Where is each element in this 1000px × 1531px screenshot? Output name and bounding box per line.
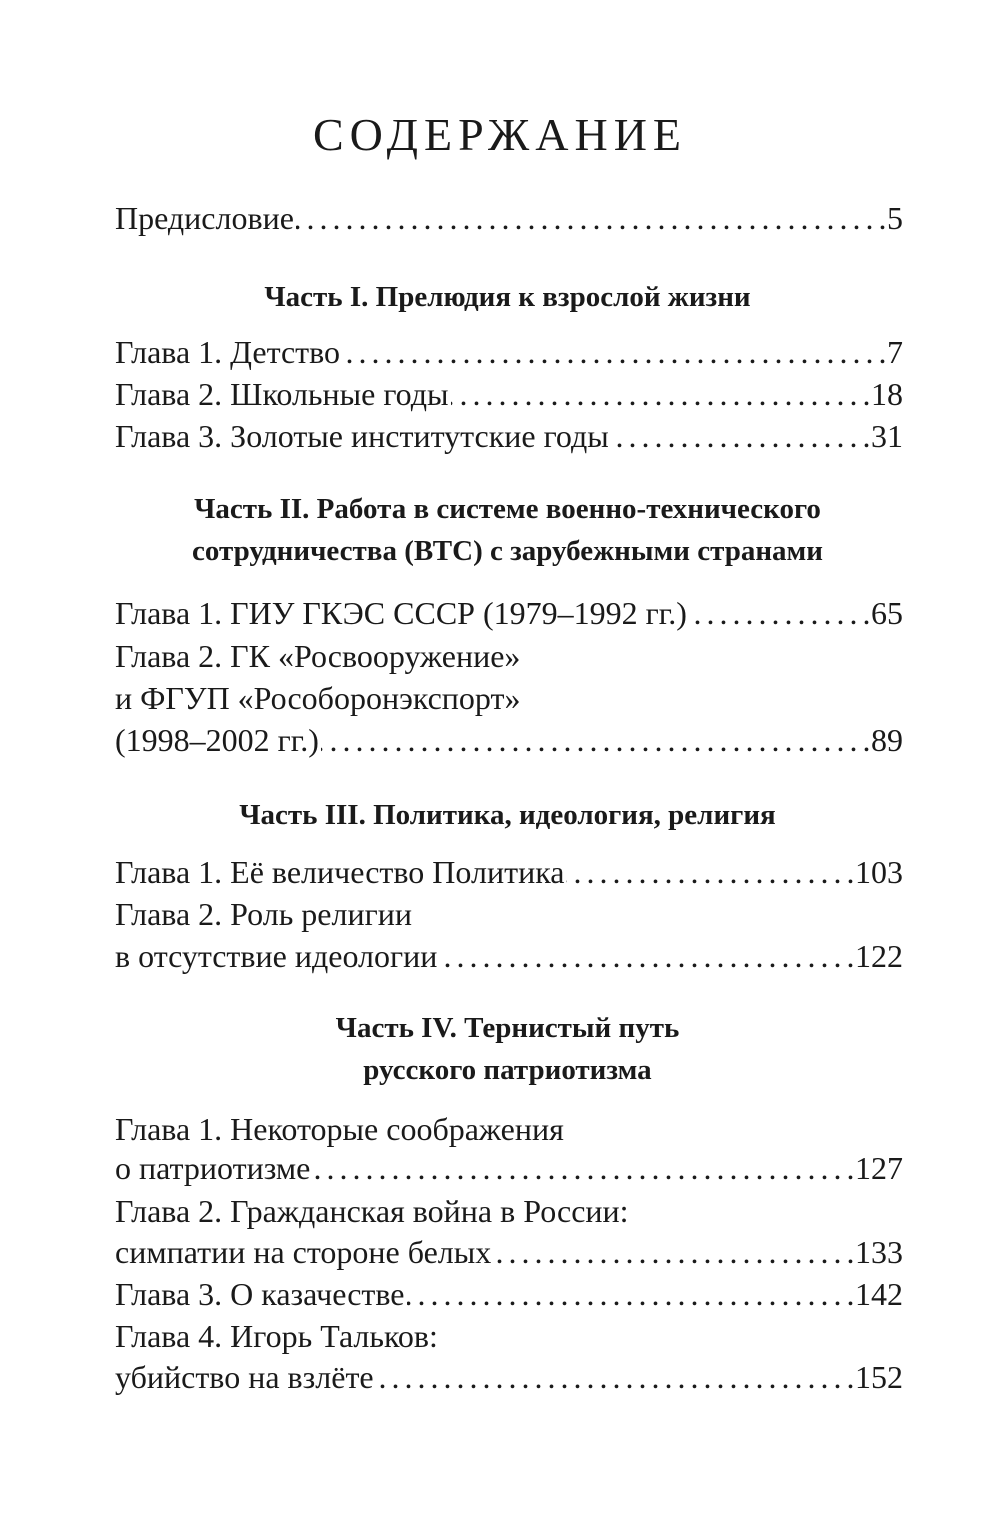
toc-entry (115, 851, 903, 893)
dot-leader (689, 592, 869, 634)
entry-title: в отсутствие идеологии (115, 938, 438, 974)
entry-page: 133 (855, 1234, 903, 1270)
dot-leader (321, 719, 869, 761)
dot-leader (296, 197, 885, 239)
toc-entry (115, 331, 903, 373)
entry-page: 5 (887, 200, 903, 236)
toc-entry-preface (115, 197, 903, 239)
entry-title: убийство на взлёте (115, 1359, 374, 1395)
entry-title: симпатии на стороне белых (115, 1234, 492, 1270)
part-heading: Часть IV. Тернистый путь (335, 1012, 680, 1044)
toc-entry-line (115, 1108, 903, 1150)
entry-page: 65 (871, 595, 903, 631)
entry-title: (1998–2002 гг.) (115, 722, 319, 758)
entry-title: и ФГУП «Рособоронэкспорт» (115, 680, 521, 716)
toc-entry-line (115, 1190, 903, 1232)
toc-entry (115, 719, 903, 761)
toc-entry (115, 1147, 903, 1189)
toc-entry-line (115, 677, 903, 719)
part-heading: Часть II. Работа в системе военно-технического (194, 493, 821, 525)
entry-title: Предисловие (115, 200, 294, 236)
dot-leader (376, 1356, 853, 1398)
dot-leader (566, 851, 853, 893)
toc-entry (115, 592, 903, 634)
part-heading: русского патриотизма (363, 1054, 652, 1086)
entry-title: Глава 1. Её величество Политика (115, 854, 565, 890)
entry-page: 31 (871, 418, 903, 454)
entry-page: 152 (855, 1359, 903, 1395)
entry-page: 103 (855, 854, 903, 890)
entry-title: Глава 1. ГИУ ГКЭС СССР (1979–1992 гг.) (115, 595, 687, 631)
dot-leader (312, 1147, 853, 1189)
toc-entry-line (115, 635, 903, 677)
dot-leader (407, 1273, 854, 1315)
page-title: СОДЕРЖАНИЕ (312, 109, 688, 160)
toc-entry-line (115, 1315, 903, 1357)
dot-leader (451, 373, 869, 415)
entry-page: 127 (855, 1150, 903, 1186)
dot-leader (439, 935, 853, 977)
entry-page: 122 (855, 938, 903, 974)
entry-title: Глава 4. Игорь Тальков: (115, 1318, 438, 1354)
entry-title: Глава 1. Детство (115, 334, 341, 370)
toc-entry (115, 415, 903, 457)
entry-page: 18 (871, 376, 903, 412)
toc-entry (115, 1231, 903, 1273)
entry-title: Глава 1. Некоторые соображения (115, 1111, 564, 1147)
toc-entry (115, 1273, 903, 1315)
entry-title: Глава 2. Гражданская война в России: (115, 1193, 629, 1229)
toc-entry (115, 1356, 903, 1398)
entry-page: 7 (887, 334, 903, 370)
part-heading: сотрудничества (ВТС) с зарубежными странами (191, 535, 823, 567)
dot-leader (493, 1231, 853, 1273)
entry-title: Глава 2. Роль религии (115, 896, 412, 932)
entry-title: Глава 3. Золотые институтские годы (115, 418, 609, 454)
toc-entry (115, 373, 903, 415)
entry-title: о патриотизме (115, 1150, 311, 1186)
toc-entry-line (115, 893, 903, 935)
entry-page: 89 (871, 722, 903, 758)
entry-title: Глава 3. О казачестве (115, 1276, 405, 1312)
entry-page: 142 (855, 1276, 903, 1312)
part-heading: Часть III. Политика, идеология, религия (239, 799, 776, 831)
entry-title: Глава 2. Школьные годы (115, 376, 449, 412)
part-heading: Часть I. Прелюдия к взрослой жизни (264, 281, 751, 313)
dot-leader (342, 331, 885, 373)
toc-entry (115, 935, 903, 977)
entry-title: Глава 2. ГК «Росвооружение» (115, 638, 521, 674)
dot-leader (611, 415, 869, 457)
